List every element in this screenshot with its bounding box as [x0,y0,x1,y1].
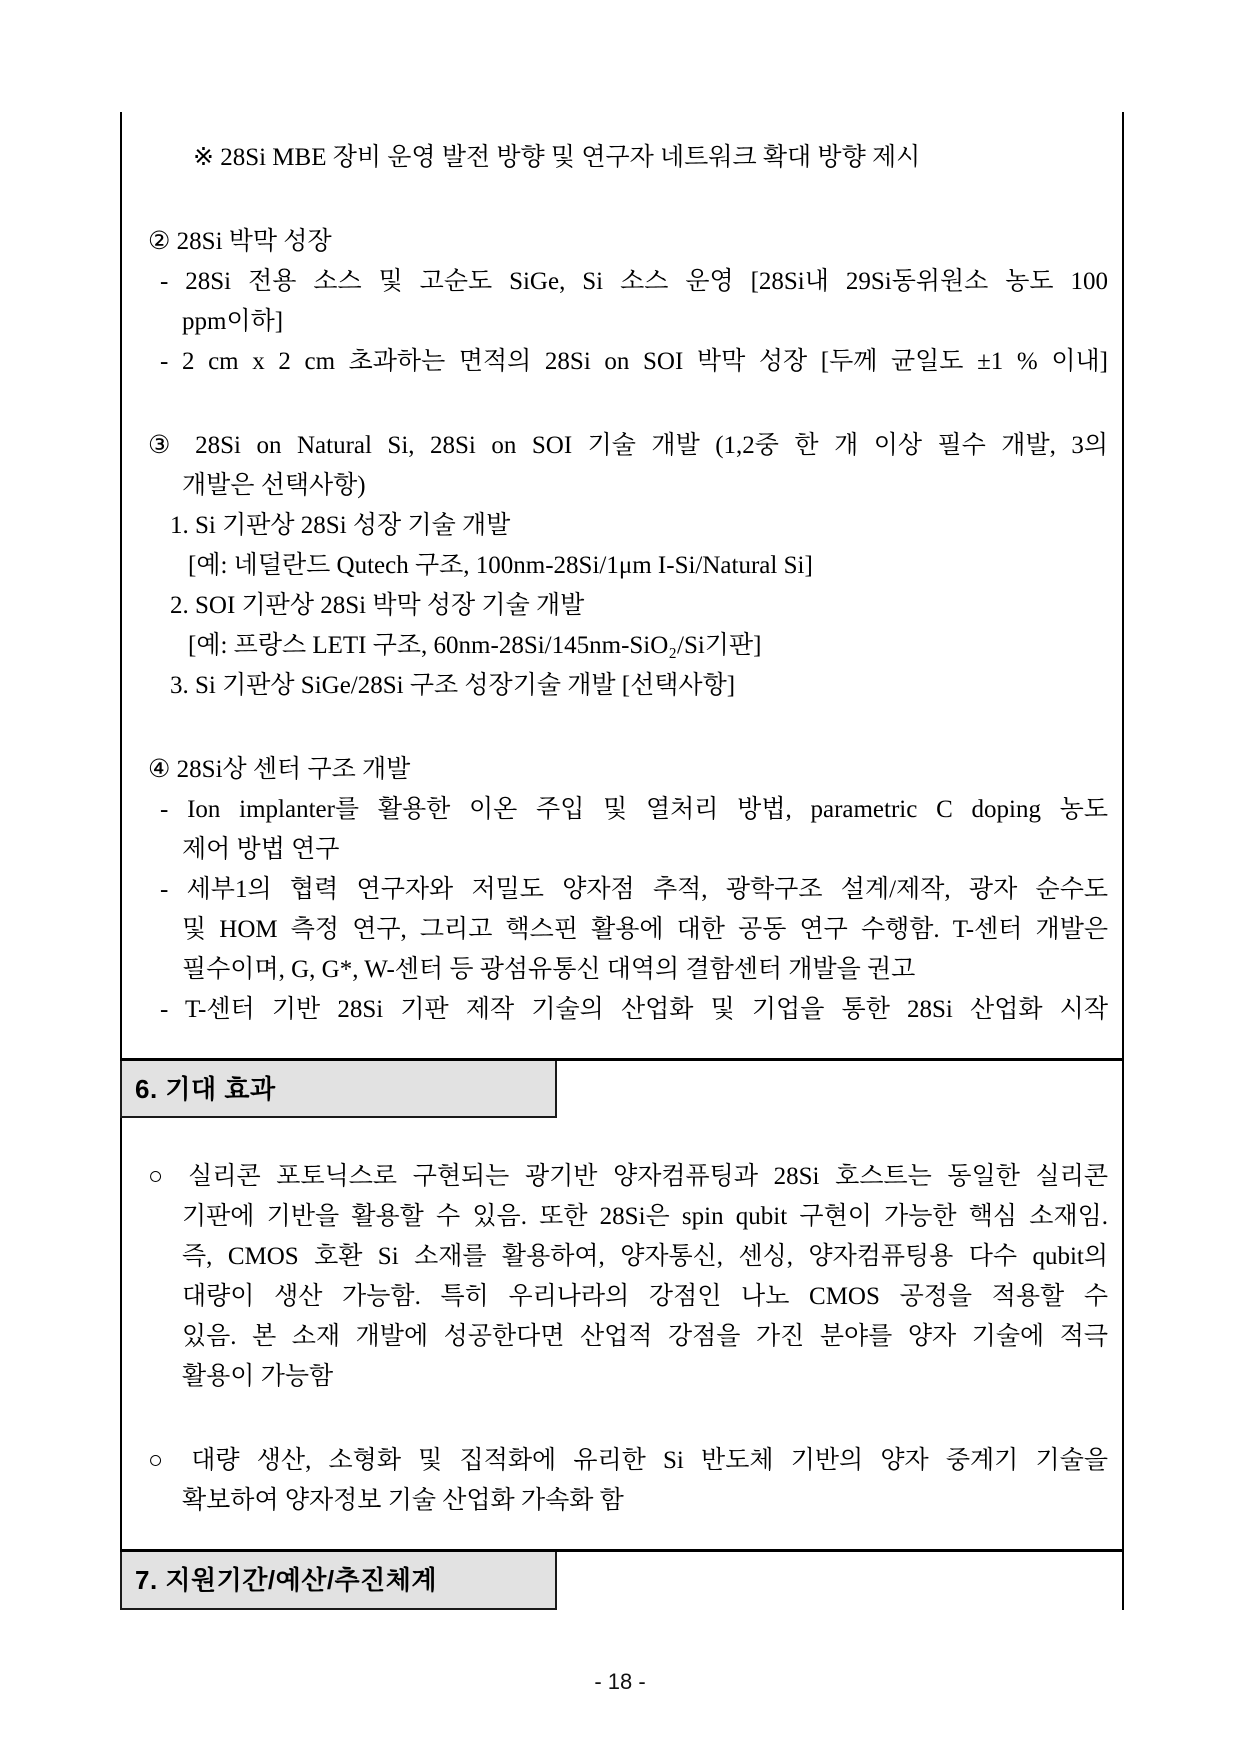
text-line: - T-센터 기반 28Si 기판 제작 기술의 산업화 및 기업을 통한 28Si 산업화 시작 [160,996,1108,1023]
body-cell-top [120,112,1124,1058]
text-line: [예: 네덜란드 Qutech 구조, 100nm-28Si/1μm I-Si/Natural Si] [188,552,813,579]
section-6-header-box [120,1061,557,1118]
page-number: - 18 - [594,1669,646,1694]
blank-line [148,382,1108,426]
text-line: ④ 28Si상 센터 구조 개발 [148,756,411,783]
text-line: - 28Si 전용 소스 및 고순도 SiGe, Si 소스 운영 [28Si내 29Si동위원소 농도 100 [160,268,1108,295]
text-line: - 2 cm x 2 cm 초과하는 면적의 28Si on SOI 박막 성장 [두께 균일도 ±1 % 이내] [160,348,1108,375]
text-line: ○ 대량 생산, 소형화 및 집적화에 유리한 Si 반도체 기반의 양자 중계기 기술을 [148,1447,1108,1474]
text-line: 활용이 가능함 [182,1363,334,1390]
section-6-header-label: 6. 기대 효과 [135,1073,276,1104]
text-line: ③ 28Si on Natural Si, 28Si on SOI 기술 개발 (1,2중 한 개 이상 필수 개발, 3의 [148,432,1108,459]
text-line: 확보하여 양자정보 기술 산업화 가속화 함 [182,1487,624,1514]
text-line: 제어 방법 연구 [182,836,340,863]
section-7-header-row [120,1549,1124,1610]
section-7-header-box [120,1552,557,1610]
text-line: 있음. 본 소재 개발에 성공한다면 산업적 강점을 가진 분야를 양자 기술에 적극 [182,1323,1108,1350]
text-line: [예: 프랑스 LETI 구조, 60nm-28Si/145nm-SiO₂/Si기판] [188,632,762,659]
text-line: 대량이 생산 가능함. 특히 우리나라의 강점인 나노 CMOS 공정을 적용할 수 [182,1283,1108,1310]
text-line: 1. Si 기판상 28Si 성장 기술 개발 [170,512,511,539]
text-line: 개발은 선택사항) [182,472,366,499]
text-line: ppm이하] [182,308,284,335]
text-line: ② 28Si 박막 성장 [148,228,332,255]
text-line: ○ 실리콘 포토닉스로 구현되는 광기반 양자컴퓨팅과 28Si 호스트는 동일한 실리콘 [148,1163,1108,1190]
blank-line [148,706,1108,750]
text-line: 즉, CMOS 호환 Si 소재를 활용하여, 양자통신, 센싱, 양자컴퓨팅용 다수 qubit의 [182,1243,1108,1270]
blank-line [148,1397,1108,1441]
text-line: - 세부1의 협력 연구자와 저밀도 양자점 추적, 광학구조 설계/제작, 광자 순수도 [160,876,1108,903]
text-line: 기판에 기반을 활용할 수 있음. 또한 28Si은 spin qubit 구현이 가능한 핵심 소재임. [182,1203,1108,1230]
section-7-header-label: 7. 지원기간/예산/추진체계 [135,1565,438,1595]
text-line: ※ 28Si MBE 장비 운영 발전 방향 및 연구자 네트워크 확대 방향 제시 [193,144,921,171]
body-cell-expected-effects [120,1118,1124,1549]
text-line: 및 HOM 측정 연구, 그리고 핵스핀 활용에 대한 공동 연구 수행함. T-센터 개발은 [182,916,1108,943]
text-line: 2. SOI 기판상 28Si 박막 성장 기술 개발 [170,592,585,619]
text-line: 3. Si 기판상 SiGe/28Si 구조 성장기술 개발 [선택사항] [170,672,736,699]
blank-line [148,178,1108,222]
text-line: - Ion implanter를 활용한 이온 주입 및 열처리 방법, parametric C doping 농도 [160,796,1108,823]
section-6-header-row [120,1058,1124,1118]
text-line: 필수이며, G, G*, W-센터 등 광섬유통신 대역의 결함센터 개발을 권고 [182,956,916,983]
